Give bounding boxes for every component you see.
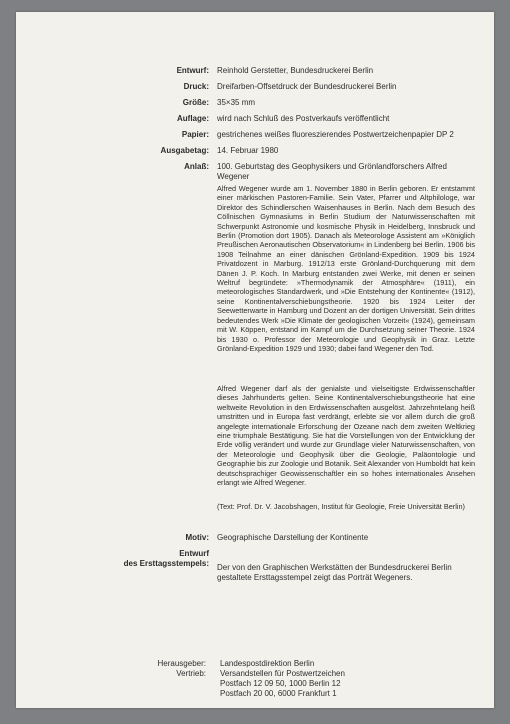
biography-paragraph: Alfred Wegener wurde am 1. November 1880 in Berlin geboren. Er entstammt einer märkischen Pastoren-Familie. Sein Vater, Pfarrer und Altphilologe, war Direktor des Schindlerschen Waisenhauses in Berlin. Nach dem Besuch des Cöllnischen Gymnasiums in Berlin Studium der Naturwissenschaften mit Schwerpunkt Astronomie und kosmische Physik in Heidelberg, Innsbruck und Berlin (Promotion dort 1905). Danach als Meteorologe Assistent am »Königlich Preußischen Aeronautischen Observatorium« in Lindenberg bei Berlin. 1906 bis 1908 Teilnahme an einer dänischen Grönland-Expedition. 1909 bis 1924 Privatdozent in Marburg. 1912/13 erste Grönland-Durchquerung mit dem Dänen J. P. Koch. In Marburg entstanden zwei Werke, mit denen er seinen Weltruf begründete: »Thermodynamik der Atmosphäre« (1911), ein meteorologisches Standardwerk, und »Die Entstehung der Kontinente« (1912), seine Kontinentalverschiebungstheorie. 1920 bis 1924 Leiter der Seewetterwarte in Hamburg und Dozent an der dortigen Universität. Sein drittes bedeutendes Werk »Die Klimate der geologischen Vorzeit« (1924), gemeinsam mit W. Köppen, entstand im Kampf um die Durchsetzung seiner Theorie. 1924 bis 1930 o. Professor der Meteorologie und Geophysik in Graz. Letzte Grönland-Expedition 1929 und 1930; dabei fand Wegener den Tod. [217,184,475,353]
footer-line: Postfach 20 00, 6000 Frankfurt 1 [220,689,337,698]
label-ausgabetag: Ausgabetag: [160,146,209,155]
label-ersttag-line2: des Ersttagsstempels: [123,559,209,568]
label-herausgeber: Herausgeber: [157,659,206,668]
footer-line: Landespostdirektion Berlin [220,659,315,668]
value-anlass: 100. Geburtstag des Geophysikers und Grönlandforschers Alfred Wegener [217,162,447,181]
value-entwurf: Reinhold Gerstetter, Bundesdruckerei Berlin [217,66,374,75]
value-papier: gestrichenes weißes fluoreszierendes Postwertzeichenpapier DP 2 [217,130,454,139]
label-papier: Papier: [181,130,209,139]
footer-line: Postfach 12 09 50, 1000 Berlin 12 [220,679,341,688]
label-anlass: Anlaß: [184,162,209,171]
value-motiv: Geographische Darstellung der Kontinente [217,533,369,542]
value-groesse: 35×35 mm [217,98,256,107]
footer-line: Versandstellen für Postwertzeichen [220,669,345,678]
stamp-info-sheet [16,12,494,708]
label-entwurf: Entwurf: [176,66,209,75]
label-auflage: Auflage: [177,114,209,123]
value-ausgabetag: 14. Februar 1980 [217,146,279,155]
label-druck: Druck: [183,82,209,91]
significance-paragraph: Alfred Wegener darf als der genialste und vielseitigste Erdwissenschaftler dieses Jahrhunderts gelten. Seine Kontinentalverschiebungstheorie hat eine weltweite Revolution in den Erdwissenschaften ausgelöst. Jahrzehntelang heiß umstritten und in Europa fast verdrängt, erlebte sie vor allem durch die groß angelegte internationale Erforschung der Ozeane nach dem zweiten Weltkrieg eine triumphale Bestätigung. Sie hat die Vorstellungen von der Entwicklung der Erde völlig verändert und wurde zur Grundlage vieler Naturwissenschaften, von der Meteorologie und Geophysik über die Geologie, Paläontologie und Geographie bis zur Zoologie und Botanik. Seit Alexander von Humboldt hat kein deutschsprachiger Geowissenschaftler ein so hohes internationales Ansehen erlangt wie Alfred Wegener. [217,384,475,488]
value-druck: Dreifarben-Offsetdruck der Bundesdruckerei Berlin [217,82,397,91]
label-vertrieb: Vertrieb: [176,669,206,678]
label-ersttag-line1: Entwurf [179,549,209,558]
label-ersttagsstempel [124,549,209,569]
label-groesse: Größe: [182,98,209,107]
value-ersttagsstempel: Der von den Graphischen Werkstätten der Bundesdruckerei Berlin gestaltete Ersttagsstempel zeigt das Porträt Wegeners. [217,563,452,582]
value-auflage: wird nach Schluß des Postverkaufs veröffentlicht [217,114,390,123]
text-credit: (Text: Prof. Dr. V. Jacobshagen, Institut für Geologie, Freie Universität Berlin) [217,502,465,511]
label-motiv: Motiv: [185,533,209,542]
